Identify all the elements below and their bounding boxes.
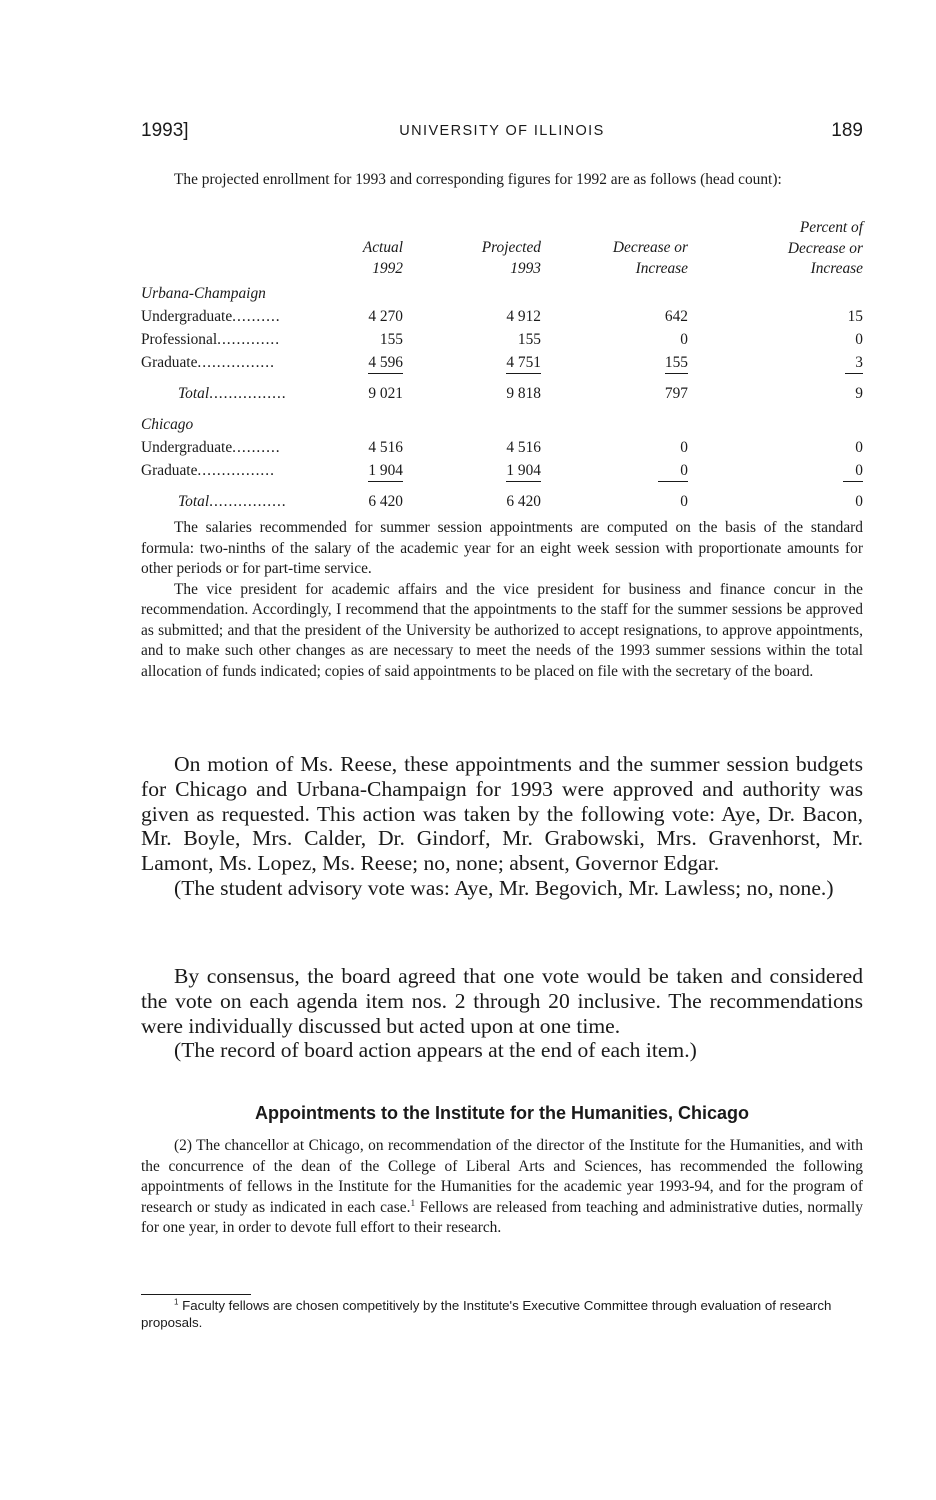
table-row: [141, 353, 863, 376]
row-label: [141, 330, 280, 351]
underlined-value: 1 904: [368, 462, 403, 482]
row-label-text: Undergraduate: [141, 439, 233, 456]
table-row: [141, 307, 863, 330]
enrollment-table: [141, 218, 863, 515]
cell-actual: 4 270: [368, 308, 403, 325]
cell-projected: 4 912: [506, 308, 541, 325]
leader-dots: ................: [197, 462, 275, 479]
cell-percent: [743, 461, 863, 482]
cell-percent: 0: [855, 439, 863, 456]
underlined-value: 4 751: [506, 354, 541, 374]
cell-actual: 4 516: [368, 439, 403, 456]
cell-percent: 0: [855, 493, 863, 510]
row-label-text: Undergraduate: [141, 308, 233, 325]
header-line: Actual: [362, 239, 403, 256]
body-paragraph: The vice president for academic affairs and the vice president for business and finance concur in the recommendation. Accordingly, I recommend that the appointments to the staff for the summer sessions be approved as submitted; and that the president of the University be authorized to accept resignations, to approve appointments, and to make such other changes as are necessary to meet the needs of the 1993 summer sessions within the total allocation of funds indicated; copies of said appointments to be placed on file with the secretary of the board.: [141, 580, 863, 680]
total-row: [141, 492, 863, 515]
section-heading: Appointments to the Institute for the Humanities, Chicago: [254, 1103, 749, 1123]
leader-dots: .............: [217, 331, 281, 348]
cell-percent: 9: [855, 385, 863, 402]
cell-change: 0: [680, 439, 688, 456]
motion-block: [141, 752, 863, 901]
motion-paragraph: On motion of Ms. Reese, these appointments and the summer session budgets for Chicago and Urbana-Champaign for 1993 were approved and authority was given as requested. This action was taken by the following vote: Aye, Dr. Bacon, Mr. Boyle, Mrs. Calder, Dr. Gindorf, Mr. Grabowski, Mrs. Gravenhorst, Mr. Lamont, Ms. Lopez, Ms. Reese; no, none; absent, Governor Edgar.: [141, 752, 863, 876]
header-line: Decrease or: [787, 239, 863, 257]
table-row: [141, 461, 863, 484]
row-label: [141, 461, 275, 482]
row-label: [141, 307, 281, 328]
leader-dots: ................: [209, 493, 287, 510]
intro-paragraph: The projected enrollment for 1993 and corresponding figures for 1992 are as follows (head count):: [174, 171, 782, 188]
leader-dots: ................: [209, 385, 287, 402]
header-decrease-increase: [568, 238, 688, 279]
section-label: Urbana-Champaign: [141, 285, 266, 302]
cell-projected: 4 516: [506, 439, 541, 456]
cell-projected: 6 420: [506, 493, 541, 510]
table-header: [141, 218, 863, 284]
table-row: [141, 438, 863, 461]
header-line: Percent of: [799, 219, 863, 236]
row-label-text: Graduate: [141, 354, 198, 371]
cell-actual: 155: [379, 331, 403, 348]
leader-dots: ..........: [232, 308, 281, 325]
cell-projected: 155: [517, 331, 541, 348]
cell-change: 0: [680, 331, 688, 348]
row-label: [141, 353, 275, 374]
header-line: Increase: [810, 260, 863, 277]
underlined-value: 3: [845, 354, 863, 374]
advisory-vote-paragraph: (The student advisory vote was: Aye, Mr. Begovich, Mr. Lawless; no, none.): [174, 875, 834, 900]
underlined-value: 155: [665, 354, 688, 374]
header-line: 1992: [372, 259, 403, 277]
cell-actual: 9 021: [368, 385, 403, 402]
header-line: Increase: [635, 259, 688, 277]
row-label-text: Graduate: [141, 462, 198, 479]
body-paragraph: The salaries recommended for summer session appointments are computed on the basis of the standard formula: two-ninths of the salary of the academic year for an eight week session with proportionate amounts for other periods or for part-time service.: [141, 519, 863, 577]
header-line: Decrease or: [612, 239, 688, 256]
recommendation-text: [141, 518, 863, 682]
cell-actual: [283, 461, 403, 482]
footnote-rule: [141, 1294, 251, 1295]
cell-projected: 9 818: [506, 385, 541, 402]
footnote-marker: 1: [174, 1297, 179, 1307]
row-label-text: Total: [178, 493, 210, 510]
row-label-text: Total: [178, 385, 210, 402]
footnote: [141, 1297, 863, 1331]
cell-change: [568, 461, 688, 482]
item-2-block: [141, 1136, 863, 1239]
header-line: Projected: [481, 239, 541, 256]
section-label: Chicago: [141, 416, 194, 433]
running-head: [141, 120, 863, 144]
cell-percent: 0: [855, 331, 863, 348]
leader-dots: ..........: [232, 439, 281, 456]
underlined-value: 0: [843, 462, 863, 482]
record-note-paragraph: (The record of board action appears at the end of each item.): [174, 1038, 697, 1063]
footnote-text: Faculty fellows are chosen competitively by the Institute's Executive Committee through evaluation of research proposals.: [141, 1298, 832, 1330]
page-number: 189: [831, 120, 863, 141]
consensus-paragraph: By consensus, the board agreed that one vote would be taken and considered the vote on each agenda item nos. 2 through 20 inclusive. The recommendations were individually discussed but acted upon at one time.: [141, 964, 863, 1038]
cell-actual: [283, 353, 403, 374]
cell-change: 0: [680, 493, 688, 510]
cell-actual: 6 420: [368, 493, 403, 510]
row-label: [141, 438, 281, 459]
cell-projected: [421, 353, 541, 374]
leader-dots: ................: [197, 354, 275, 371]
footnote-reference: 1: [410, 1197, 416, 1208]
cell-change: 797: [664, 385, 688, 402]
running-head-year: 1993]: [141, 120, 189, 141]
consensus-block: [141, 964, 863, 1063]
item-2-text-continued: Fellows are released from teaching and administrative duties, normally for one year, in order to devote full effort to their research.: [141, 1198, 863, 1236]
underlined-value: 4 596: [368, 354, 403, 374]
table-row: [141, 330, 863, 353]
cell-change: [568, 353, 688, 374]
running-head-title: UNIVERSITY OF ILLINOIS: [399, 123, 605, 139]
header-projected-1993: [421, 238, 541, 279]
cell-percent: 15: [847, 308, 863, 325]
underlined-value: 0: [658, 462, 688, 482]
header-actual-1992: [283, 238, 403, 279]
underlined-value: 1 904: [506, 462, 541, 482]
row-label: [178, 492, 287, 513]
header-percent: [743, 218, 863, 280]
row-label-text: Professional: [141, 331, 218, 348]
row-label: [178, 384, 287, 405]
item-2-text: (2) The chancellor at Chicago, on recommendation of the director of the Institute for the Humanities, and with the concurrence of the dean of the College of Liberal Arts and Sciences, has recommended the following appointments of fellows in the Institute for the Humanities for the academic year 1993-94, and for the program of research or study as indicated in each case.: [141, 1137, 863, 1216]
intro-block: [141, 170, 863, 191]
cell-change: 642: [664, 308, 688, 325]
total-row: [141, 384, 863, 407]
cell-percent: [743, 353, 863, 374]
item-2-paragraph: [141, 1136, 863, 1239]
cell-projected: [421, 461, 541, 482]
header-line: 1993: [510, 259, 541, 277]
